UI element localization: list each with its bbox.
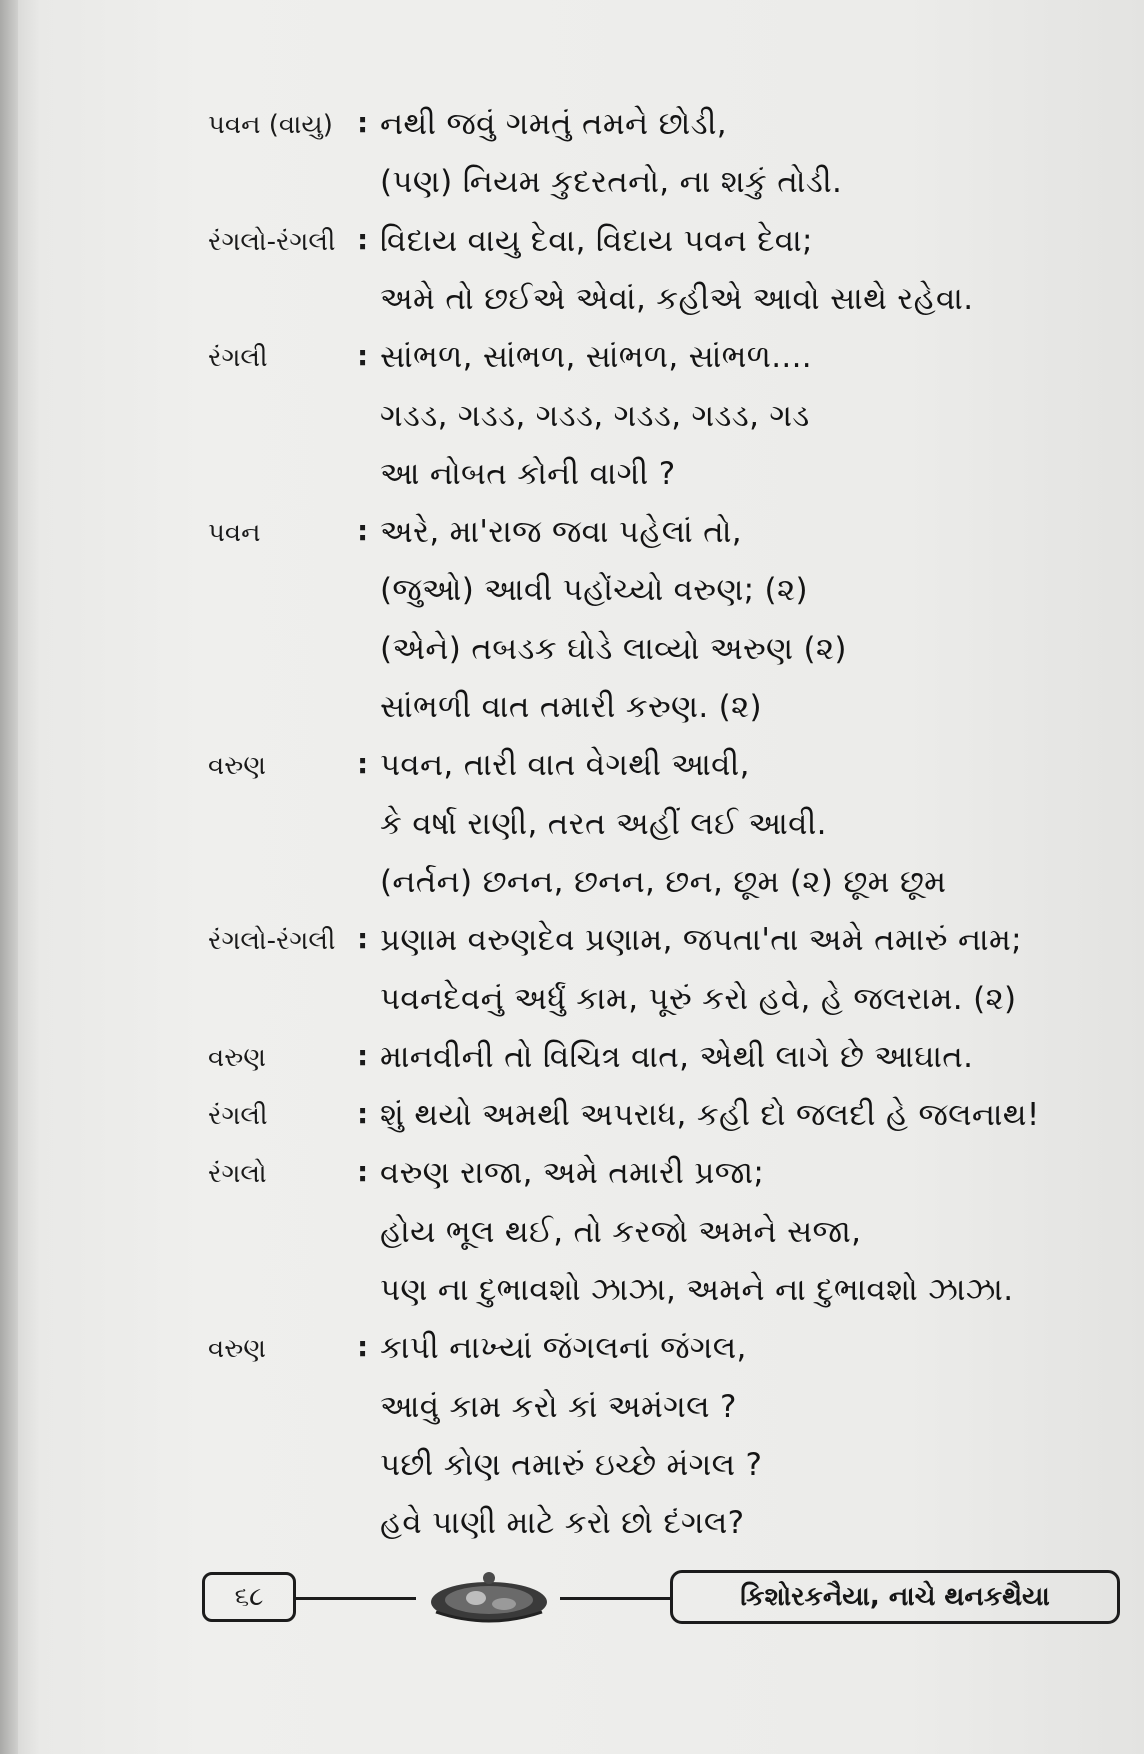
speaker-colon: : [357,1330,369,1364]
dialogue-line: પવન, તારી વાત વેગથી આવી, [380,747,750,784]
dialogue-line: શું થયો અમથી અપરાધ, કહી દો જલદી હે જલનાથ! [380,1097,1040,1134]
dialogue-line: સાંભળી વાત તમારી કરુણ. (૨) [380,689,762,725]
dialogue-line: ગડડ, ગડડ, ગડડ, ગડડ, ગડડ, ગડ [380,397,810,434]
dialogue-line: હવે પાણી માટે કરો છો દંગલ? [380,1505,745,1542]
speaker-colon: : [357,339,369,373]
dialogue-line: કે વર્ષા રાણી, તરત અહીં લઈ આવી. [380,805,827,842]
speaker-name: વરુણ [208,1042,266,1073]
dialogue-line: પણ ના દુભાવશો ઝાઝા, અમને ના દુભાવશો ઝાઝા. [380,1272,1014,1308]
dialogue-line: (એને) તબડક ઘોડે લાવ્યો અરુણ (૨) [380,630,847,667]
dialogue-line: આવું કામ કરો કાં અમંગલ ? [380,1388,737,1425]
page-footer [200,1568,1120,1628]
dialogue-line: માનવીની તો વિચિત્ર વાત, એથી લાગે છે આઘાત. [380,1038,974,1075]
footer-rule-left [296,1597,416,1600]
dialogue-line: કાપી નાખ્યાં જંગલનાં જંગલ, [380,1330,747,1367]
book-title: કિશોરકનૈયા, નાચે થનકથૈયા [670,1570,1120,1624]
dialogue-line: (પણ) નિયમ કુદરતનો, ના શકું તોડી. [380,164,843,201]
dialogue-line: નથી જવું ગમતું તમને છોડી, [380,106,727,142]
speaker-name: રંગલો-રંગલી [208,926,336,957]
dialogue-line: પછી કોણ તમારું ઇચ્છે મંગલ ? [380,1446,763,1483]
speaker-colon: : [357,222,369,256]
dialogue-line: આ નોબત કોની વાગી ? [380,455,676,492]
dialogue-line: અમે તો છઈએ એવાં, કહીએ આવો સાથે રહેવા. [380,280,974,317]
decorative-emblem-icon [406,1568,572,1628]
speaker-colon: : [357,106,369,139]
speaker-name: પવન [208,518,261,549]
speaker-colon: : [357,1038,369,1072]
dialogue-line: વરુણ રાજા, અમે તમારી પ્રજા; [380,1155,765,1192]
dialogue-line: પ્રણામ વરુણદેવ પ્રણામ, જપતા'તા અમે તમારું નામ; [380,922,1022,959]
speaker-colon: : [357,514,369,548]
dialogue-line: પવનદેવનું અર્ધું કામ, પૂરું કરો હવે, હે જલરામ. (૨) [380,980,1017,1017]
dialogue-line: અરે, મા'રાજ જવા પહેલાં તો, [380,514,742,551]
dialogue-line: વિદાય વાયુ દેવા, વિદાય પવન દેવા; [380,222,813,259]
speaker-name: રંગલો [208,1159,267,1190]
page-number: ૬૮ [202,1572,296,1622]
dialogue-line: (જુઓ) આવી પહોંચ્યો વરુણ; (૨) [380,572,808,609]
speaker-name: પવન (વાયુ) [208,110,333,140]
speaker-colon: : [357,922,369,956]
speaker-colon: : [357,1155,369,1189]
dialogue-line: હોય ભૂલ થઈ, તો કરજો અમને સજા, [380,1213,862,1250]
speaker-name: રંગલી [208,1101,268,1132]
dialogue-line: (નર્તન) છનન, છનન, છન, છૂમ (૨) છૂમ છૂમ [380,863,947,900]
dialogue-line: સાંભળ, સાંભળ, સાંભળ, સાંભળ.... [380,339,812,376]
speaker-colon: : [357,747,369,781]
speaker-name: વરુણ [208,751,266,782]
speaker-name: રંગલો-રંગલી [208,226,336,257]
speaker-name: વરુણ [208,1334,266,1365]
footer-rule-right [560,1597,672,1600]
speaker-colon: : [357,1097,369,1131]
speaker-name: રંગલી [208,343,268,374]
